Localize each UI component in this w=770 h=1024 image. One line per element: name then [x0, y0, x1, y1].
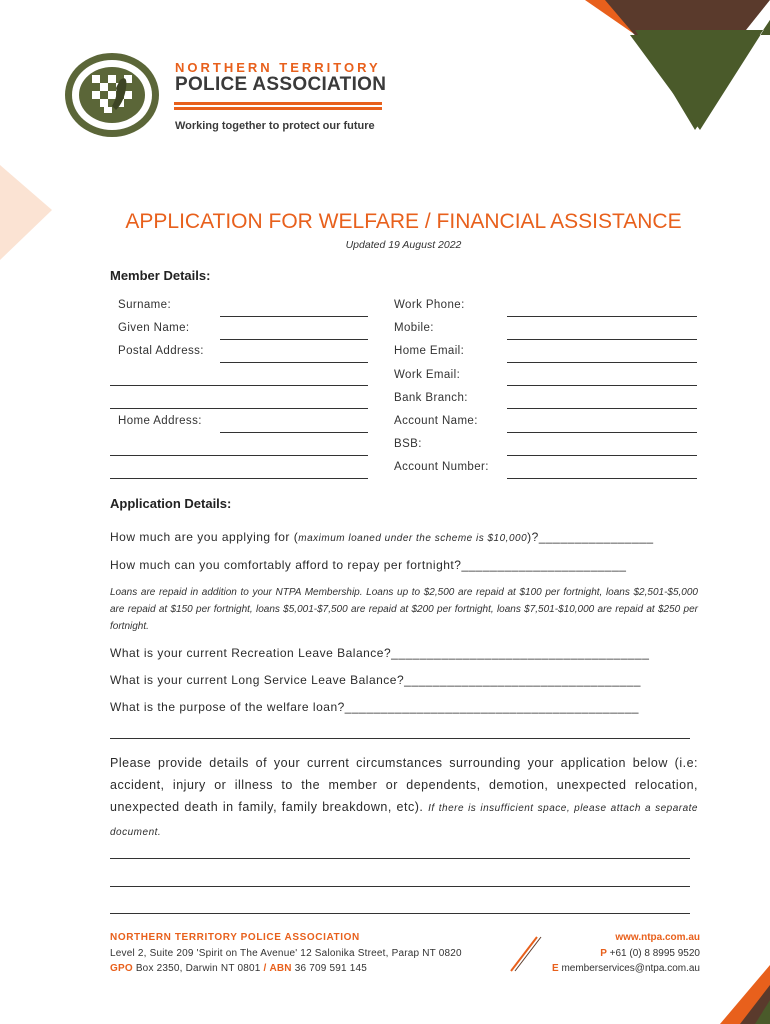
given-name-field[interactable]	[220, 339, 368, 340]
surname-field[interactable]	[220, 316, 368, 317]
phone-value: +61 (0) 8 8995 9520	[609, 948, 700, 959]
question-recreation-leave	[110, 646, 649, 660]
work-email-label: Work Email:	[394, 369, 461, 381]
page-title: APPLICATION FOR WELFARE / FINANCIAL ASSISTANCE	[125, 210, 682, 233]
bank-branch-label: Bank Branch:	[394, 392, 468, 404]
mobile-label: Mobile:	[394, 322, 434, 334]
amount-field[interactable]: ________________	[538, 530, 654, 544]
loan-purpose-field[interactable]: _________________________________________	[344, 700, 639, 714]
given-name-label: Given Name:	[118, 322, 190, 334]
member-details-heading: Member Details:	[110, 268, 211, 283]
question-amount	[110, 530, 654, 544]
circumstances-field-line-2[interactable]	[110, 886, 690, 887]
footer-phone	[600, 948, 700, 959]
question-amount-text: How much are you applying for (	[110, 530, 299, 544]
footer-slash-decoration	[505, 935, 545, 973]
circumstances-note: If there is insufficient space, please attach a separate document.	[110, 803, 698, 838]
header-rule	[174, 107, 382, 110]
question-amount-end: )?	[527, 530, 539, 544]
work-phone-field[interactable]	[507, 316, 697, 317]
recreation-leave-field[interactable]: ____________________________________	[391, 646, 650, 660]
footer-gpo-abn	[110, 963, 367, 974]
footer-org-name: NORTHERN TERRITORY POLICE ASSOCIATION	[110, 932, 360, 943]
gpo-label: GPO	[110, 963, 133, 974]
account-name-field[interactable]	[507, 432, 697, 433]
loan-purpose-field-line-2[interactable]	[110, 738, 690, 739]
website-link[interactable]: www.ntpa.com.au	[615, 932, 700, 943]
corner-decoration-top-right-green	[630, 20, 770, 135]
repayment-note: Loans are repaid in addition to your NTPA Membership. Loans up to $2,500 are repaid at $100 per fortnight, loans $2,501-$5,000 are repaid at $150 per fortnight, loans $5,001-$7,500 are repaid at $200 per fortnight, loans $7,501-$10,000 are repaid at $250 per fortnight.	[110, 587, 698, 632]
gpo-value: Box 2350, Darwin NT 0801	[135, 963, 261, 974]
circumstances-text: Please provide details of your current circumstances surrounding your application below (i.e: accident, injury or illness to the member or dependents, demotion, unexpected relocation, unexpected death in family, family breakdown, etc).	[110, 756, 698, 814]
work-email-field[interactable]	[507, 385, 697, 386]
circumstances-instructions	[110, 752, 698, 844]
question-long-service-leave	[110, 673, 641, 687]
abn-value: 36 709 591 145	[294, 963, 368, 974]
home-address-field-line-3[interactable]	[110, 478, 368, 479]
home-email-field[interactable]	[507, 362, 697, 363]
home-address-field[interactable]	[220, 432, 368, 433]
circumstances-field-line-1[interactable]	[110, 858, 690, 859]
application-details-heading: Application Details:	[110, 496, 232, 511]
org-name-line-2: POLICE ASSOCIATION	[175, 74, 387, 95]
question-recreation-leave-text: What is your current Recreation Leave Balance?	[110, 646, 392, 660]
question-loan-purpose	[110, 700, 639, 714]
abn-separator: /	[263, 963, 267, 974]
footer-website[interactable]	[615, 932, 700, 943]
email-label: E	[552, 963, 559, 974]
repay-field[interactable]: _______________________	[461, 558, 627, 572]
footer-email	[552, 963, 700, 974]
org-tagline: Working together to protect our future	[175, 120, 375, 132]
question-amount-note: maximum loaned under the scheme is $10,000	[298, 533, 528, 544]
bsb-label: BSB:	[394, 438, 422, 450]
abn-label: ABN	[269, 963, 292, 974]
account-number-label: Account Number:	[394, 461, 489, 473]
surname-label: Surname:	[118, 299, 172, 311]
question-long-service-leave-text: What is your current Long Service Leave Balance?	[110, 673, 405, 687]
org-name-line-1: NORTHERN TERRITORY	[175, 60, 381, 75]
header-rule	[174, 102, 382, 105]
bsb-field[interactable]	[507, 455, 697, 456]
long-service-leave-field[interactable]: _________________________________	[404, 673, 641, 687]
phone-label: P	[600, 948, 607, 959]
bank-branch-field[interactable]	[507, 408, 697, 409]
email-link[interactable]: memberservices@ntpa.com.au	[561, 963, 700, 974]
postal-address-label: Postal Address:	[118, 345, 204, 357]
account-name-label: Account Name:	[394, 415, 478, 427]
postal-address-field[interactable]	[220, 362, 368, 363]
home-address-label: Home Address:	[118, 415, 202, 427]
account-number-field[interactable]	[507, 478, 697, 479]
footer-address: Level 2, Suite 209 'Spirit on The Avenue' 12 Salonika Street, Parap NT 0820	[110, 948, 462, 959]
corner-decoration-bottom-right	[715, 965, 770, 1024]
mobile-field[interactable]	[507, 339, 697, 340]
home-address-field-line-2[interactable]	[110, 455, 368, 456]
question-repay	[110, 558, 626, 572]
work-phone-label: Work Phone:	[394, 299, 465, 311]
postal-address-field-line-3[interactable]	[110, 408, 368, 409]
postal-address-field-line-2[interactable]	[110, 385, 368, 386]
question-loan-purpose-text: What is the purpose of the welfare loan?	[110, 700, 345, 714]
updated-date: Updated 19 August 2022	[345, 239, 462, 251]
circumstances-field-line-3[interactable]	[110, 913, 690, 914]
home-email-label: Home Email:	[394, 345, 465, 357]
ntpa-badge-logo	[62, 50, 162, 140]
question-repay-text: How much can you comfortably afford to repay per fortnight?	[110, 558, 462, 572]
